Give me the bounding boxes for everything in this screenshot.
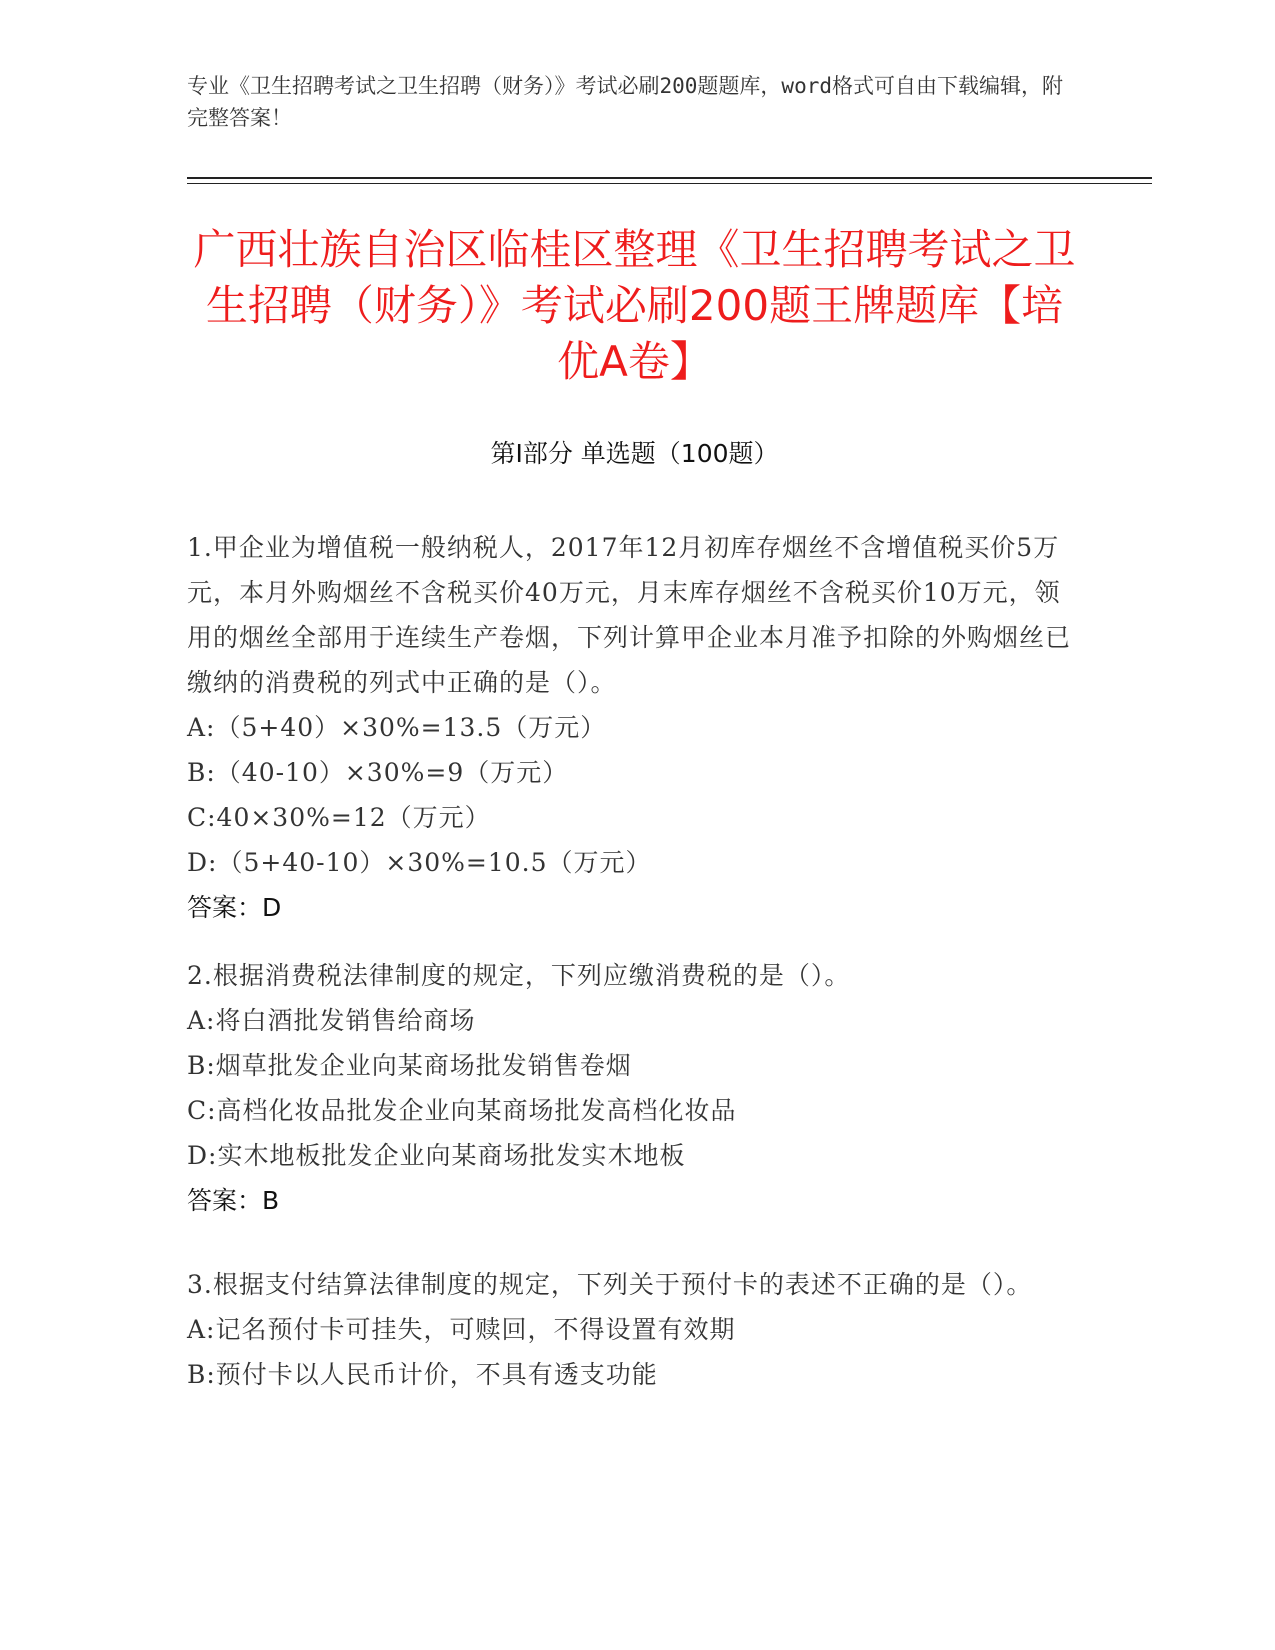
option-b: B:预付卡以人民币计价，不具有透支功能 — [187, 1360, 658, 1389]
section-heading: 第I部分 单选题（100题） — [490, 439, 779, 468]
option-d: D:（5+40-10）×30%=10.5（万元） — [187, 848, 652, 877]
question-3 — [187, 1262, 1082, 1397]
option-a: A:将白酒批发销售给商场 — [187, 1006, 476, 1035]
option-b: B:烟草批发企业向某商场批发销售卷烟 — [187, 1051, 632, 1080]
question-2 — [187, 953, 1082, 1223]
question-stem: 1.甲企业为增值税一般纳税人，2017年12月初库存烟丝不含增值税买价5万元，本月外购烟丝不含税买价40万元，月末库存烟丝不含税买价10万元，领用的烟丝全部用于连续生产卷烟，下列计算甲企业本月准予扣除的外购烟丝已缴纳的消费税的列式中正确的是（）。 — [187, 533, 1072, 697]
header-note: 专业《卫生招聘考试之卫生招聘（财务）》考试必刷200题题库，word格式可自由下载编辑，附完整答案！ — [187, 74, 1063, 130]
answer-line: 答案：B — [187, 1186, 280, 1215]
question-stem: 2.根据消费税法律制度的规定，下列应缴消费税的是（）。 — [187, 961, 851, 990]
header-divider-thin — [187, 183, 1152, 184]
question-stem: 3.根据支付结算法律制度的规定，下列关于预付卡的表述不正确的是（）。 — [187, 1270, 1033, 1299]
question-1 — [187, 525, 1082, 930]
option-b: B:（40-10）×30%=9（万元） — [187, 758, 569, 787]
option-c: C:高档化妆品批发企业向某商场批发高档化妆品 — [187, 1096, 737, 1125]
answer-line: 答案：D — [187, 893, 282, 922]
document-title: 广西壮族自治区临桂区整理《卫生招聘考试之卫生招聘（财务）》考试必刷200题王牌题库【培优A卷】 — [193, 225, 1076, 386]
header-divider-thick — [187, 177, 1152, 179]
option-a: A:（5+40）×30%=13.5（万元） — [187, 713, 607, 742]
option-a: A:记名预付卡可挂失，可赎回，不得设置有效期 — [187, 1315, 736, 1344]
option-d: D:实木地板批发企业向某商场批发实木地板 — [187, 1141, 686, 1170]
option-c: C:40×30%=12（万元） — [187, 803, 491, 832]
